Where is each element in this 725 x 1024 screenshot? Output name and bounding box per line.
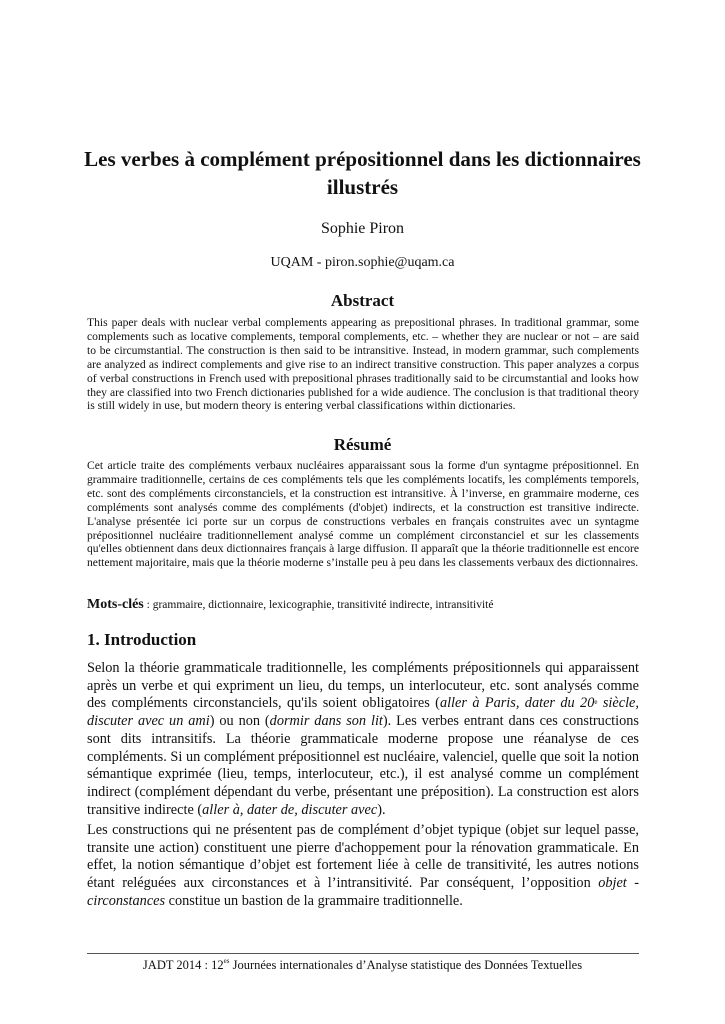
keywords-line — [87, 597, 647, 613]
text-run: constitue un bastion de la grammaire traditionnelle. — [165, 892, 463, 909]
introduction-paragraph-2 — [87, 822, 639, 911]
footer-divider — [87, 953, 639, 954]
italic-example: aller à, dater de, discuter avec — [202, 801, 378, 818]
text-run: ). — [377, 801, 386, 818]
introduction-paragraph-1 — [87, 660, 639, 819]
author-affiliation: UQAM - piron.sophie@uqam.ca — [270, 255, 455, 270]
italic-example: aller à Paris, dater du 20 — [439, 695, 595, 712]
footer-text: Journées internationales d’Analyse statistique des Données Textuelles — [229, 958, 583, 972]
italic-term: objet - circonstances — [87, 875, 639, 909]
paper-title: Les verbes à complément prépositionnel dans les dictionnaires illustrés — [84, 147, 641, 199]
italic-example: siècle, discuter avec un ami — [87, 695, 639, 730]
italic-example: dormir dans son lit — [269, 713, 383, 730]
keywords-text: grammaire, dictionnaire, lexicographie, transitivité indirecte, intransitivité — [152, 599, 494, 611]
text-run: ) ou non ( — [209, 713, 270, 730]
text-run: Selon la théorie grammaticale traditionnelle, les compléments prépositionnels qui apparaissent après un verbe et qui expriment un lieu, du temps, un interlocuteur, etc. sont analysés comme des compléments circonstanciels, qu'ils soient obligatoires ( — [87, 660, 639, 712]
author-name: Sophie Piron — [320, 220, 405, 237]
footer-text: JADT 2014 : 12 — [142, 958, 224, 972]
page-footer — [0, 958, 725, 973]
text-run: Les constructions qui ne présentent pas de complément d’objet typique (objet sur lequel passe, transite une action) constituent une pierre d'achoppement pour la rénovation grammaticale. En effet, la notion sémantique d’objet est fortement liée à celle de transitivité, les autres notions étant reléguées aux circonstances et à l’intransitivité. Par conséquent, l’opposition — [87, 822, 639, 892]
keywords-label: Mots-clés — [87, 597, 144, 612]
footer-superscript: es — [223, 957, 230, 965]
resume-text: Cet article traite des compléments verbaux nucléaires apparaissant sous la forme d'un syntagme prépositionnel. En grammaire traditionnelle, certains de ces compléments tels que les compléments locatifs, les compléments temporels, etc. sont des compléments circonstanciels, et la construction est intransitive. À l’inverse, en grammaire moderne, ces compléments sont analysés comme des compléments (d'objet) indirects, et la construction est transitive indirecte. L'analyse présentée ici porte sur un corpus de constructions verbales en français construites avec un syntagme prépositionnel nucléaire traditionnellement analysé comme un complément circonstanciel et sur les classements qu'elles obtiennent dans deux dictionnaires français à large diffusion. Il apparaît que la théorie traditionnelle est encore nettement majoritaire, mais que la théorie moderne s’installe peu à peu dans les classements verbaux des dictionnaires. — [87, 459, 639, 570]
abstract-text: This paper deals with nuclear verbal complements appearing as prepositional phrases. In traditional grammar, some complements such as locative complements, temporal complements, etc. – whether they are nuclear or not – are said to be circumstantial. The construction is then said to be intransitive. Instead, in modern grammar, such complements are analyzed as indirect complements and give rise to an indirect transitive construction. This paper analyzes a corpus of verbal constructions in French used with prepositional phrases traditionally said to be circumstantial and looks how they are classified into two French dictionaries published for a wide audience. The conclusion is that traditional theory is still widely in use, but modern theory is entering verbal classifications within dictionaries. — [87, 316, 639, 413]
superscript: e — [594, 698, 598, 707]
keywords-separator: : — [143, 599, 153, 611]
text-run: ). Les verbes entrant dans ces constructions sont dits intransitifs. La théorie grammaticale moderne propose une réanalyse de ces compléments. Si un complément prépositionnel est nucléaire, valenciel, quelle que soit la notion sémantique exprimée (lieu, temps, interlocuteur, etc.), il est analysé comme un complément indirect (complément dépendant du verbe, présentant une préposition). La construction est alors transitive indirecte ( — [87, 713, 639, 818]
abstract-heading: Abstract — [330, 291, 395, 310]
resume-heading: Résumé — [333, 435, 392, 454]
section-heading-introduction: 1. Introduction — [87, 630, 197, 649]
